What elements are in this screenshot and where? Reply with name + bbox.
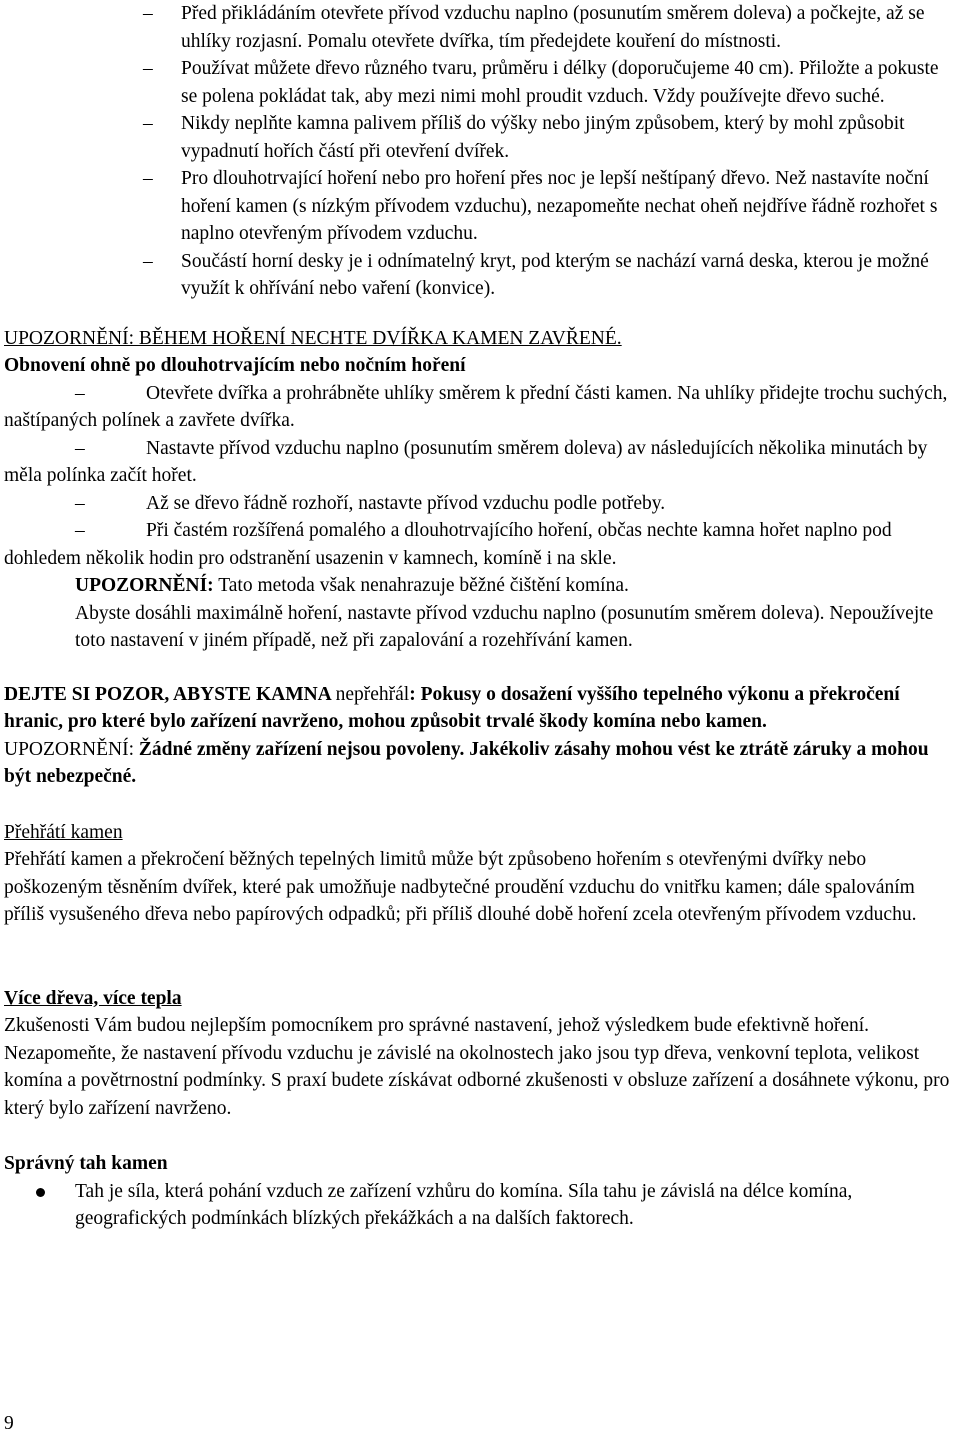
- list-item-text: Součástí horní desky je i odnímatelný kryt, pod kterým se nachází varná deska, kterou je možné využít k ohřívání nebo vaření (konvice).: [181, 250, 929, 299]
- dash-marker: –: [143, 58, 153, 79]
- list-item-text: Pro dlouhotrvající hoření nebo pro hoření přes noc je lepší neštípaný dřevo. Než nastavíte noční hoření kamen (s nízkým přívodem vzduchu), nezapomeňte nechat oheň nejdříve řádně rozhořet s naplno otevřeným přívodem vzduchu.: [181, 168, 938, 244]
- dash-marker: –: [143, 250, 153, 272]
- overheat-paragraph: Přehřátí kamen a překročení běžných tepelných limitů může být způsobeno hořením s otevřenými dvířky nebo poškozeným těsněním dvířek, které pak umožňuje nadbytečné proudění vzduchu do vnitřku kamen; dále spalováním příliš vysušeného dřeva nebo papírových odpadků; při příliš dlouhé době hoření zcela otevřeným přívodem vzduchu.: [4, 849, 917, 925]
- list-item: [4, 380, 958, 435]
- renewal-heading: Obnovení ohně po dlouhotrvajícím nebo nočním hoření: [4, 355, 466, 376]
- list-item-text: Otevřete dvířka a prohrábněte uhlíky směrem k přední části kamen. Na uhlíky přidejte trochu suchých, naštípaných polínek a zavřete dvířka.: [4, 382, 948, 431]
- bullet-icon: [36, 1188, 45, 1197]
- list-item-text: Před přikládáním otevřete přívod vzduchu naplno (posunutím směrem doleva) a počkejte, až se uhlíky rozjasní. Pomalu otevřete dvířka, tím předejdete kouření do místnosti.: [181, 3, 925, 52]
- list-item: [4, 1178, 958, 1233]
- overheat-warning-word: nepřehřál: [335, 683, 410, 705]
- list-item-text: Používat můžete dřevo různého tvaru, průměru i délky (doporučujeme 40 cm). Přiložte a pokuste se polena pokládat tak, aby mezi nimi mohl proudit vzduch. Vždy používejte dřevo suché.: [181, 58, 939, 107]
- draft-list: [4, 1178, 958, 1233]
- note-label: UPOZORNĚNÍ:: [75, 575, 214, 596]
- page-number: 9: [4, 1413, 14, 1434]
- dash-marker: –: [143, 3, 153, 24]
- list-item: [4, 55, 958, 110]
- note-paragraph: Abyste dosáhli maximálně hoření, nastavte přívod vzduchu naplno (posunutím směrem doleva). Nepoužívejte toto nastavení v jiném případě, než při zapalování a rozehřívání kamen.: [75, 602, 934, 651]
- draft-heading: Správný tah kamen: [4, 1153, 168, 1174]
- dash-marker: –: [143, 113, 153, 134]
- overheat-warning: [4, 681, 958, 736]
- renewal-list: [4, 380, 958, 573]
- list-item-text: Při častém rozšířená pomalého a dlouhotrvajícího hoření, občas nechte kamna hořet naplno pod dohledem několik hodin pro odstranění usazenin v kamnech, komíně i na skle.: [4, 520, 892, 569]
- more-wood-heading: Více dřeva, více tepla: [4, 987, 182, 1009]
- list-item: [4, 165, 958, 248]
- note-text: Tato metoda však nenahrazuje běžné čištění komína.: [213, 575, 629, 596]
- changes-warning: [4, 736, 958, 791]
- overheat-warning-rest: : Pokusy o dosažení vyššího tepelného výkonu a překročení hranic, pro které bylo zařízení navrženo, mohou způsobit trvalé škody komína nebo kamen.: [4, 683, 900, 732]
- overheat-heading: Přehřátí kamen: [4, 821, 123, 843]
- note-line: [4, 572, 958, 600]
- list-item: [4, 490, 958, 518]
- list-item: [4, 0, 958, 55]
- more-wood-paragraph: Zkušenosti Vám budou nejlepším pomocníkem pro správné nastavení, jehož výsledkem bude efektivně hoření. Nezapomeňte, že nastavení přívodu vzduchu je závislé na okolnostech jako jsou typ dřeva, venkovní teplota, velikost komína a povětrnostní podmínky. S praxí budete získávat odborné zkušenosti v obsluze zařízení a dosáhnete výkonu, pro který bylo zařízení navrženo.: [4, 1015, 950, 1119]
- list-item: [4, 435, 958, 490]
- list-item: [4, 248, 958, 303]
- overheat-warning-lead: DEJTE SI POZOR, ABYSTE KAMNA: [4, 683, 336, 705]
- dash-marker: –: [75, 437, 85, 459]
- dash-marker: –: [75, 492, 85, 514]
- document-page: [4, 0, 958, 1233]
- warning-heading: UPOZORNĚNÍ: BĚHEM HOŘENÍ NECHTE DVÍŘKA KAMEN ZAVŘENÉ.: [4, 327, 622, 349]
- list-item-text: Nastavte přívod vzduchu naplno (posunutím směrem doleva) av následujících několika minutách by měla polínka začít hořet.: [4, 437, 928, 486]
- dash-marker: –: [75, 520, 85, 541]
- changes-label: UPOZORNĚNÍ:: [4, 738, 134, 760]
- list-item-text: Tah je síla, která pohání vzduch ze zařízení vzhůru do komína. Síla tahu je závislá na délce komína, geografických podmínkách blízkých překážkách a na dalších faktorech.: [75, 1180, 853, 1229]
- instructions-list: [4, 0, 958, 303]
- list-item-text: Nikdy neplňte kamna palivem příliš do výšky nebo jiným způsobem, který by mohl způsobit vypadnutí hořích částí při otevření dvířek.: [181, 113, 905, 162]
- dash-marker: –: [75, 382, 85, 404]
- list-item: [4, 517, 958, 572]
- list-item: [4, 110, 958, 165]
- changes-text: Žádné změny zařízení nejsou povoleny. Jakékoliv zásahy mohou vést ke ztrátě záruky a mohou být nebezpečné.: [4, 738, 929, 787]
- list-item-text: Až se dřevo řádně rozhoří, nastavte přívod vzduchu podle potřeby.: [146, 492, 666, 514]
- dash-marker: –: [143, 168, 153, 189]
